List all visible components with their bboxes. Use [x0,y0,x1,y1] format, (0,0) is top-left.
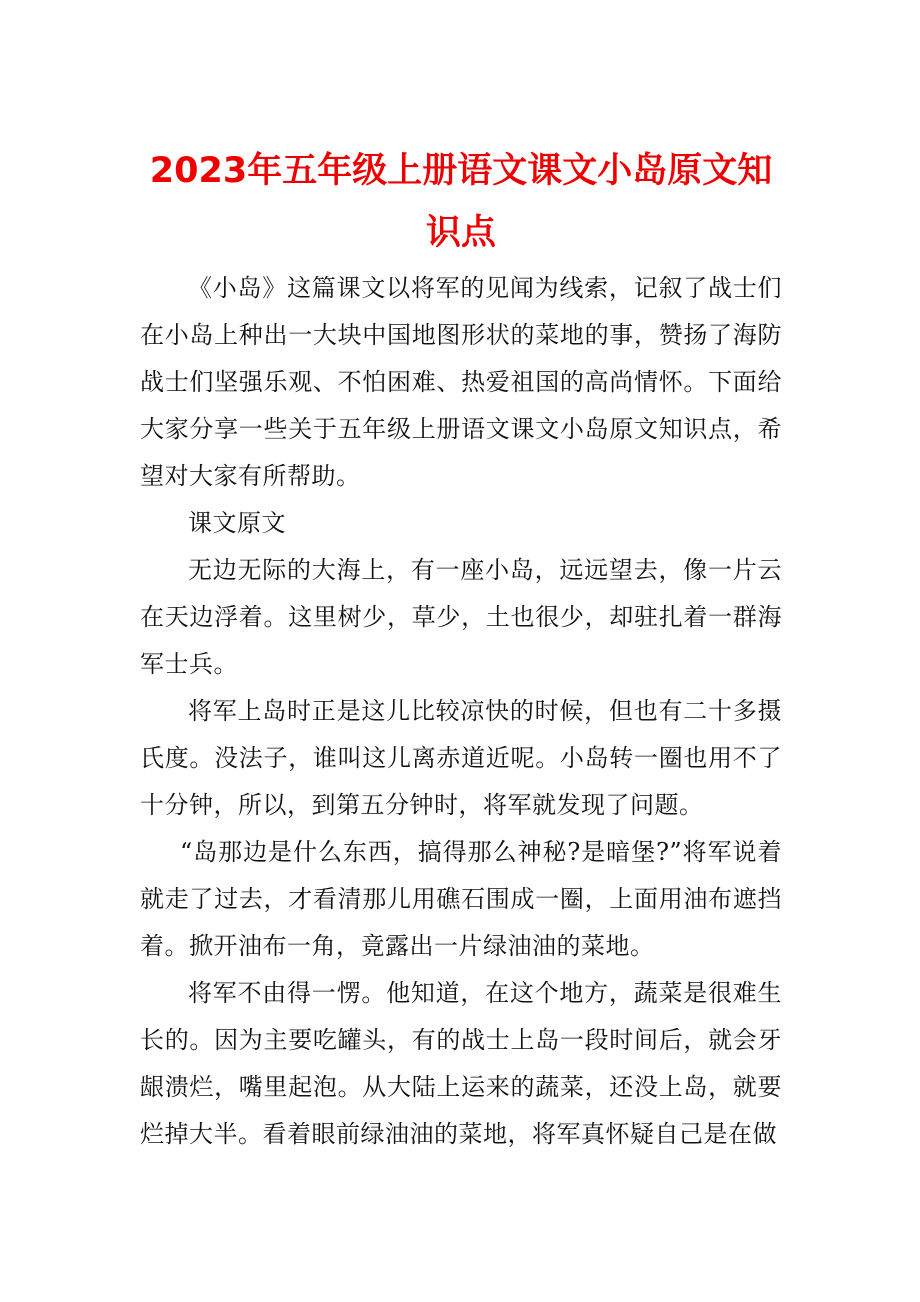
document-body [140,265,782,1158]
body-paragraph: 无边无际的大海上，有一座小岛，远远望去，像一片云在天边浮着。这里树少，草少，土也很少，却驻扎着一群海军士兵。 [140,556,782,678]
body-paragraph: 将军上岛时正是这儿比较凉快的时候，但也有二十多摄氏度。没法子，谁叫这儿离赤道近呢。小岛转一圈也用不了十分钟，所以，到第五分钟时，将军就发现了问题。 [140,697,782,819]
section-heading-original-text: 课文原文 [188,509,286,537]
document-title: 2023年五年级上册语文课文小岛原文知识点 [149,151,773,253]
intro-paragraph: 《小岛》这篇课文以将军的见闻为线索，记叙了战士们在小岛上种出一大块中国地图形状的菜地的事，赞扬了海防战士们坚强乐观、不怕困难、热爱祖国的高尚情怀。下面给大家分享一些关于五年级上册语文课文小岛原文知识点，希望对大家有所帮助。 [140,274,782,490]
body-paragraph: “岛那边是什么东西，搞得那么神秘?是暗堡?”将军说着就走了过去，才看清那儿用礁石围成一圈，上面用油布遮挡着。掀开油布一角，竟露出一片绿油油的菜地。 [140,838,782,960]
body-paragraph: 将军不由得一愣。他知道，在这个地方，蔬菜是很难生长的。因为主要吃罐头，有的战士上岛一段时间后，就会牙龈溃烂，嘴里起泡。从大陆上运来的蔬菜，还没上岛，就要烂掉大半。看着眼前绿油油的菜地，将军真怀疑自己是在做 [140,979,782,1148]
